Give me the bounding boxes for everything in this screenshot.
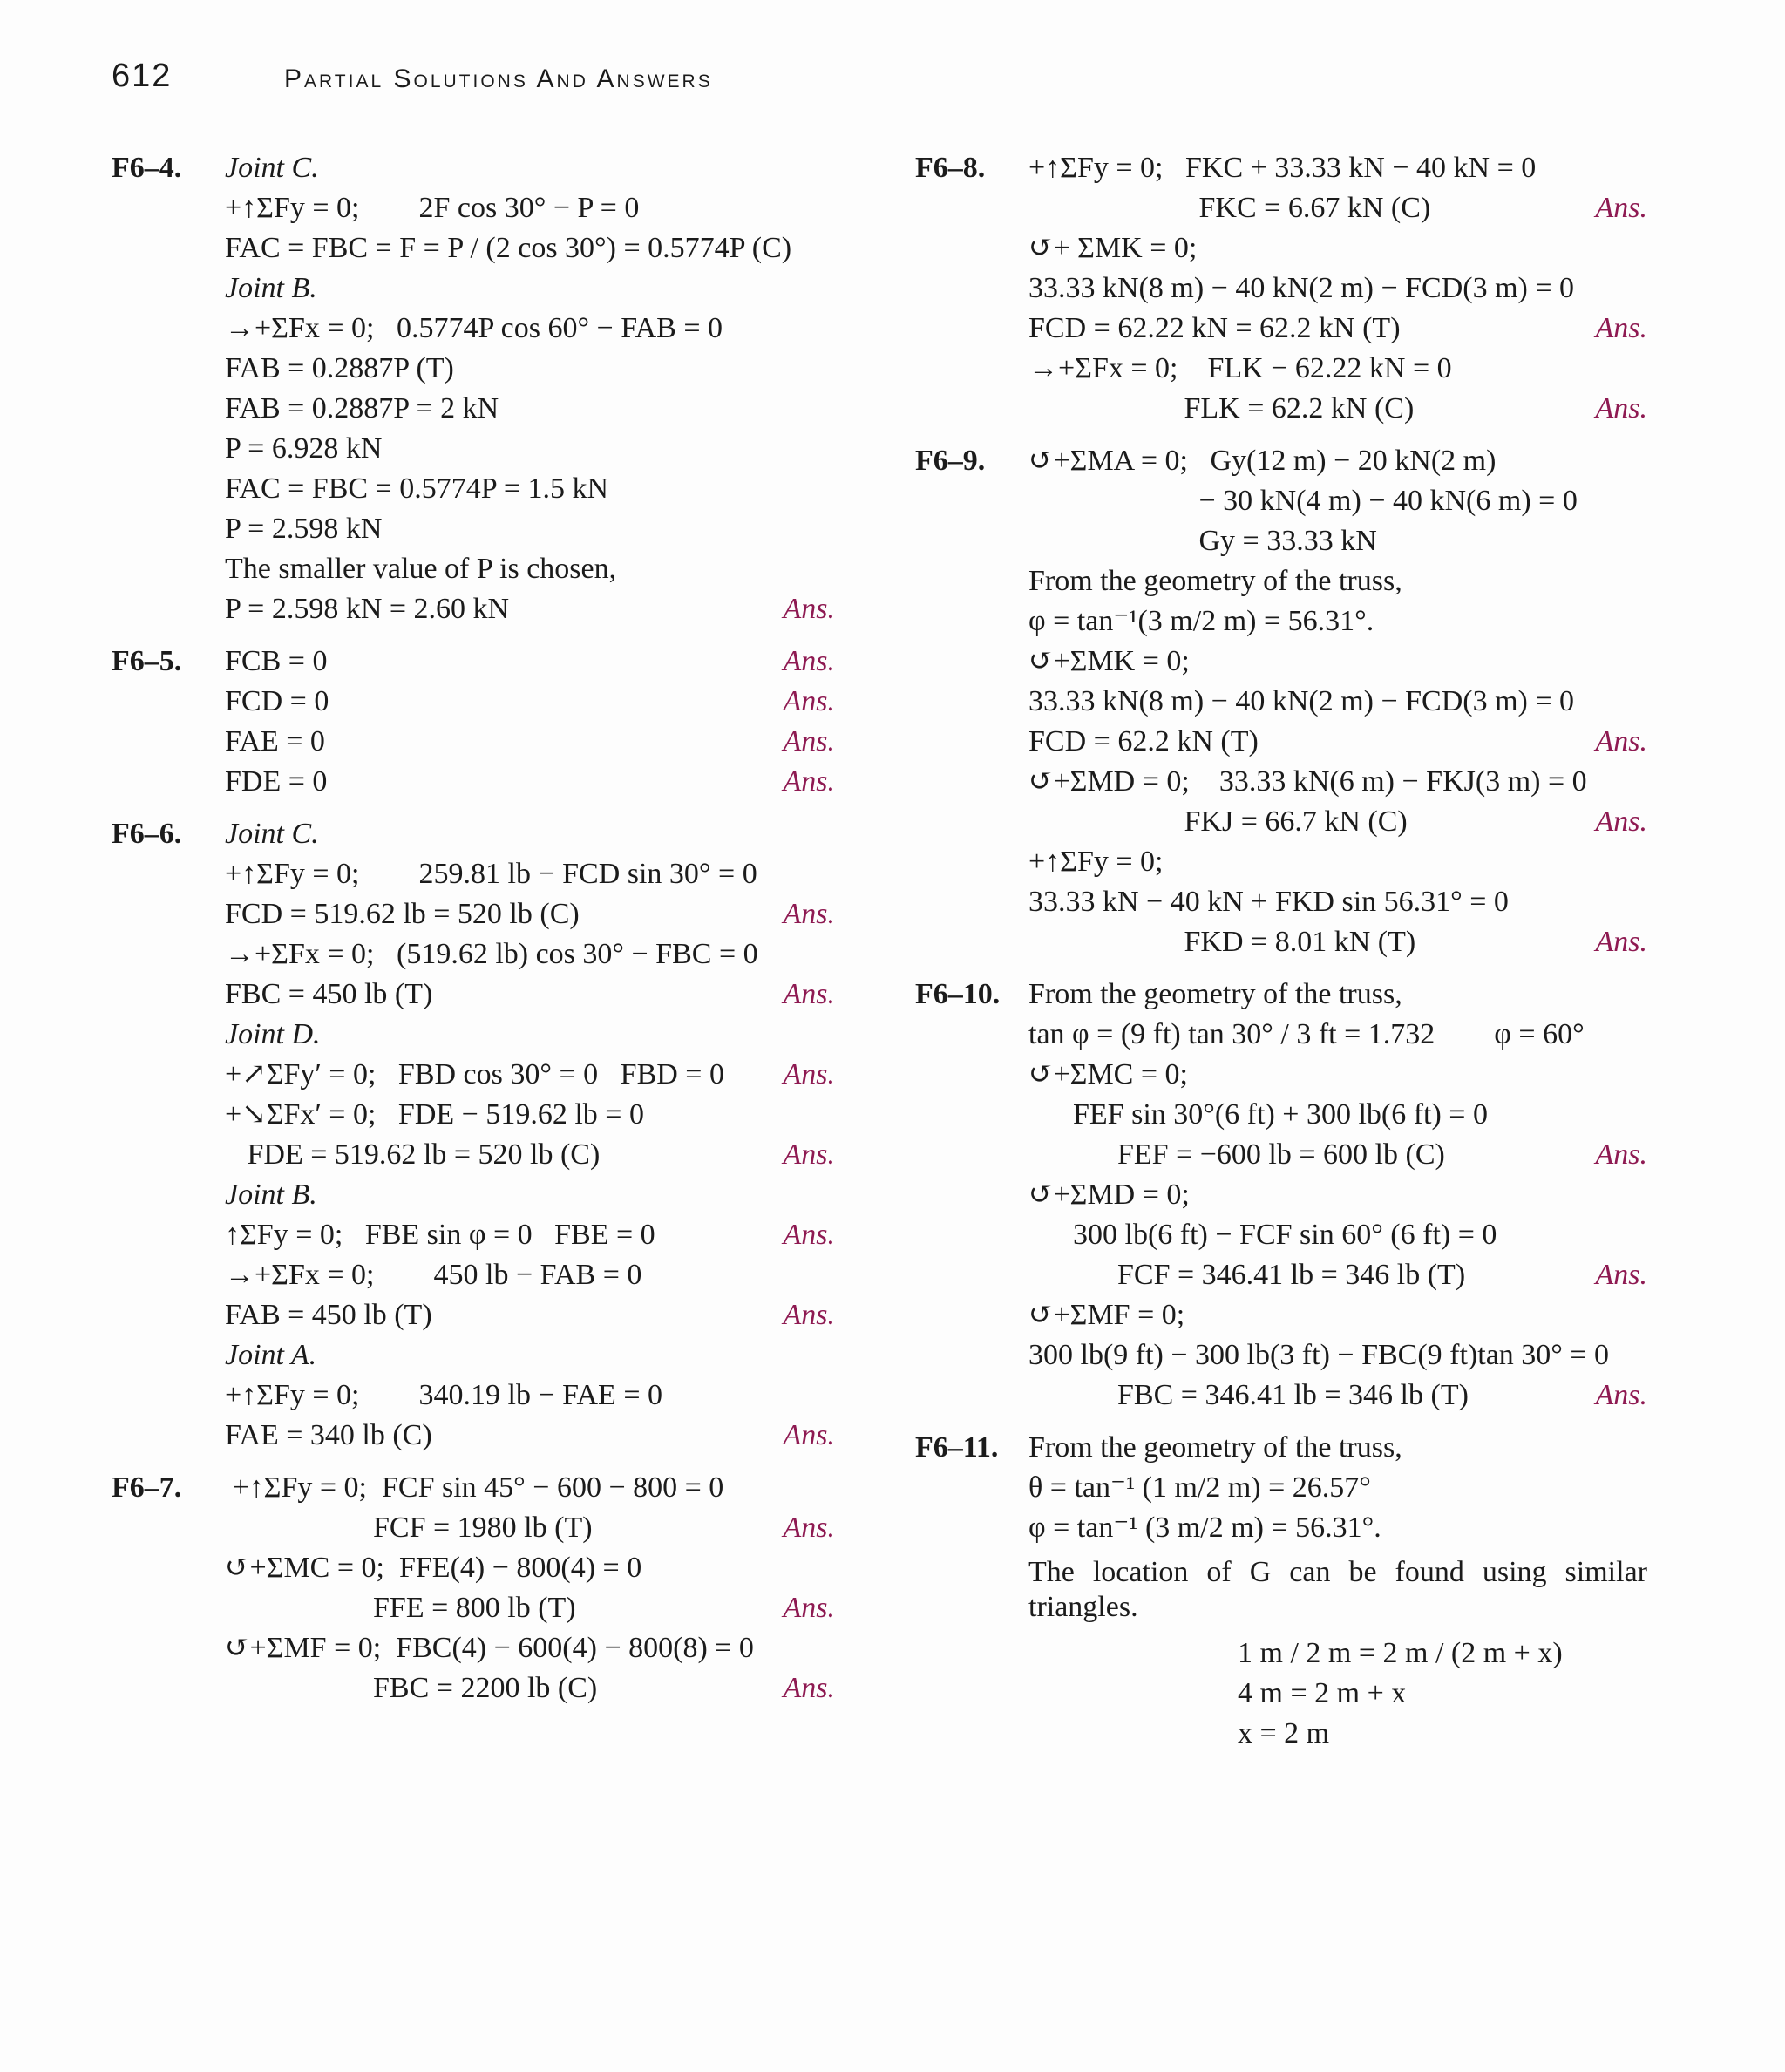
solution-lines xyxy=(1028,441,1647,962)
equation-text: tan φ = (9 ft) tan 30° / 3 ft = 1.732 φ = 60° xyxy=(1028,1018,1585,1050)
equation-line xyxy=(225,1135,835,1175)
equation-line xyxy=(1028,188,1647,228)
equation-line xyxy=(225,1508,835,1548)
problem-id: F6–9. xyxy=(915,445,986,477)
equation-text: Joint D. xyxy=(225,1018,321,1050)
equation-text: ↺+ΣMA = 0; Gy(12 m) − 20 kN(2 m) xyxy=(1028,445,1497,477)
problem-block xyxy=(112,814,835,1456)
equation-line xyxy=(225,1175,835,1215)
equation-text: FCF = 1980 lb (T) xyxy=(225,1512,593,1544)
equation-text: Gy = 33.33 kN xyxy=(1028,525,1377,557)
equation-line xyxy=(225,509,835,549)
equation-line xyxy=(1028,1135,1647,1175)
problem-block xyxy=(915,975,1647,1416)
equation-text: FAB = 0.2887P = 2 kN xyxy=(225,392,499,425)
equation-line xyxy=(1028,1295,1647,1335)
equation-line xyxy=(1028,722,1647,762)
explanation-paragraph: The location of G can be found using similar triangles. xyxy=(1028,1556,1647,1623)
answer-marker: Ans. xyxy=(1595,312,1647,344)
equation-line xyxy=(1028,561,1647,601)
equation-line xyxy=(1028,1055,1647,1095)
equation-line xyxy=(1028,309,1647,349)
solution-lines xyxy=(1028,148,1647,429)
equation-text: ↑ΣFy = 0; FBE sin φ = 0 FBE = 0 xyxy=(225,1219,655,1251)
equation-text: →+ΣFx = 0; (519.62 lb) cos 30° − FBC = 0 xyxy=(225,938,758,970)
problem-block xyxy=(915,1428,1647,1754)
equation-line xyxy=(225,1468,835,1508)
equation-line xyxy=(225,762,835,802)
equation-line xyxy=(1028,1428,1647,1468)
equation-line xyxy=(1028,228,1647,268)
equation-line xyxy=(225,1295,835,1335)
equation-line xyxy=(1028,481,1647,521)
equation-text: FAC = FBC = 0.5774P = 1.5 kN xyxy=(225,472,609,505)
equation-line xyxy=(225,429,835,469)
equation-text: φ = tan⁻¹ (3 m/2 m) = 56.31°. xyxy=(1028,1512,1381,1544)
equation-line xyxy=(225,1215,835,1255)
equation-line xyxy=(225,814,835,854)
equation-line xyxy=(225,722,835,762)
problem-block xyxy=(915,148,1647,429)
equation-line xyxy=(225,894,835,934)
equation-text: +↑ΣFy = 0; 340.19 lb − FAE = 0 xyxy=(225,1379,662,1411)
equation-text: 33.33 kN(8 m) − 40 kN(2 m) − FCD(3 m) = 0 xyxy=(1028,272,1575,304)
equation-line xyxy=(225,1015,835,1055)
equation-text: ↺+ ΣMK = 0; xyxy=(1028,232,1198,264)
equation-line xyxy=(1028,1508,1647,1548)
equation-text: FAE = 0 xyxy=(225,725,325,757)
answer-marker: Ans. xyxy=(783,685,835,717)
equation-text: Joint B. xyxy=(225,1179,317,1211)
equation-line xyxy=(225,1376,835,1416)
equation-text: FKD = 8.01 kN (T) xyxy=(1028,926,1416,958)
equation-text: ↺+ΣMF = 0; xyxy=(1028,1299,1185,1331)
equation-line xyxy=(225,549,835,589)
equation-text: FEF = −600 lb = 600 lb (C) xyxy=(1028,1138,1445,1171)
equation-text: Joint B. xyxy=(225,272,317,304)
answer-marker: Ans. xyxy=(1595,926,1647,958)
equation-text: ↺+ΣMK = 0; xyxy=(1028,645,1190,677)
equation-text: From the geometry of the truss, xyxy=(1028,565,1402,597)
equation-line xyxy=(1028,1015,1647,1055)
equation-line xyxy=(225,589,835,629)
equation-line xyxy=(1028,1255,1647,1295)
problem-block xyxy=(112,642,835,802)
equation-text: FCD = 62.22 kN = 62.2 kN (T) xyxy=(1028,312,1401,344)
equation-text: ↺+ΣMC = 0; FFE(4) − 800(4) = 0 xyxy=(225,1552,642,1584)
equation-line xyxy=(1028,922,1647,962)
equation-line xyxy=(225,1095,835,1135)
equation-line xyxy=(1028,642,1647,682)
equation-text: FFE = 800 lb (T) xyxy=(225,1592,576,1624)
equation-line xyxy=(1028,802,1647,842)
equation-line xyxy=(225,1668,835,1709)
equation-text: FCF = 346.41 lb = 346 lb (T) xyxy=(1028,1259,1466,1291)
equation-text: FDE = 519.62 lb = 520 lb (C) xyxy=(225,1138,601,1171)
equation-line xyxy=(225,188,835,228)
solution-lines xyxy=(1028,1428,1647,1754)
answer-marker: Ans. xyxy=(1595,192,1647,224)
equation-text: FCD = 62.2 kN (T) xyxy=(1028,725,1259,757)
equation-line xyxy=(225,642,835,682)
equation-text: ↺+ΣMF = 0; FBC(4) − 600(4) − 800(8) = 0 xyxy=(225,1632,754,1664)
problem-id: F6–6. xyxy=(112,818,182,850)
equation-text: 33.33 kN(8 m) − 40 kN(2 m) − FCD(3 m) = 0 xyxy=(1028,685,1575,717)
answer-marker: Ans. xyxy=(783,978,835,1010)
equation-line xyxy=(225,1588,835,1628)
equation-line xyxy=(1028,975,1647,1015)
equation-line xyxy=(1028,389,1647,429)
equation-text: P = 2.598 kN = 2.60 kN xyxy=(225,593,510,625)
equation-text: − 30 kN(4 m) − 40 kN(6 m) = 0 xyxy=(1028,485,1578,517)
equation-text: +↑ΣFy = 0; FKC + 33.33 kN − 40 kN = 0 xyxy=(1028,152,1537,184)
equation-line xyxy=(1028,1215,1647,1255)
equation-line xyxy=(225,934,835,975)
equation-text: FBC = 2200 lb (C) xyxy=(225,1672,598,1704)
equation-line xyxy=(1028,349,1647,389)
answer-marker: Ans. xyxy=(1595,805,1647,838)
equation-line xyxy=(225,1548,835,1588)
running-head: Partial Solutions And Answers xyxy=(284,65,713,93)
equation-text: FKC = 6.67 kN (C) xyxy=(1028,192,1431,224)
answer-marker: Ans. xyxy=(783,1138,835,1171)
equation-line xyxy=(1028,441,1647,481)
equation-line xyxy=(225,1335,835,1376)
equation-text: FKJ = 66.7 kN (C) xyxy=(1028,805,1408,838)
answer-marker: Ans. xyxy=(783,1058,835,1090)
equation-text: +↑ΣFy = 0; 2F cos 30° − P = 0 xyxy=(225,192,640,224)
equation-text: Joint A. xyxy=(225,1339,317,1371)
equation-text: ↺+ΣMD = 0; 33.33 kN(6 m) − FKJ(3 m) = 0 xyxy=(1028,765,1587,798)
equation-line xyxy=(1028,842,1647,882)
equation-text: +↑ΣFy = 0; 259.81 lb − FCD sin 30° = 0 xyxy=(225,858,757,890)
problem-id: F6–10. xyxy=(915,978,1001,1010)
equation-line xyxy=(1028,1376,1647,1416)
equation-text: From the geometry of the truss, xyxy=(1028,978,1402,1010)
equation-text: φ = tan⁻¹(3 m/2 m) = 56.31°. xyxy=(1028,605,1374,637)
triangle-equation: 1 m / 2 m = 2 m / (2 m + x) xyxy=(1238,1637,1563,1669)
equation-text: ↺+ΣMD = 0; xyxy=(1028,1179,1190,1211)
equation-text: FCD = 0 xyxy=(225,685,329,717)
right-column xyxy=(915,148,1647,1766)
problem-id: F6–5. xyxy=(112,645,182,677)
equation-line xyxy=(1028,1335,1647,1376)
answer-marker: Ans. xyxy=(1595,1379,1647,1411)
equation-line xyxy=(1028,682,1647,722)
equation-line xyxy=(225,389,835,429)
answer-marker: Ans. xyxy=(783,765,835,798)
triangle-equation: x = 2 m xyxy=(1238,1717,1330,1749)
left-column xyxy=(112,148,835,1721)
problem-id: F6–11. xyxy=(915,1431,999,1464)
answer-marker: Ans. xyxy=(783,898,835,930)
equation-line xyxy=(225,1255,835,1295)
equation-line xyxy=(1028,521,1647,561)
equation-line xyxy=(225,349,835,389)
problem-block xyxy=(112,1468,835,1709)
equation-line xyxy=(1028,268,1647,309)
equation-text: →+ΣFx = 0; 0.5774P cos 60° − FAB = 0 xyxy=(225,312,723,344)
equation-line xyxy=(225,268,835,309)
answer-marker: Ans. xyxy=(1595,725,1647,757)
equation-text: P = 2.598 kN xyxy=(225,513,383,545)
equation-line xyxy=(1028,148,1647,188)
problem-id: F6–7. xyxy=(112,1471,182,1504)
problem-id: F6–8. xyxy=(915,152,986,184)
answer-marker: Ans. xyxy=(783,725,835,757)
equation-text: The smaller value of P is chosen, xyxy=(225,553,617,585)
equation-text: FDE = 0 xyxy=(225,765,328,798)
answer-marker: Ans. xyxy=(783,1592,835,1624)
equation-line xyxy=(1028,601,1647,642)
equation-text: Joint C. xyxy=(225,818,319,850)
equation-text: 300 lb(9 ft) − 300 lb(3 ft) − FBC(9 ft)tan 30° = 0 xyxy=(1028,1339,1610,1371)
answer-marker: Ans. xyxy=(783,1672,835,1704)
equation-line xyxy=(1028,762,1647,802)
equation-text: P = 6.928 kN xyxy=(225,432,383,465)
answer-marker: Ans. xyxy=(783,1512,835,1544)
equation-text: ↺+ΣMC = 0; xyxy=(1028,1058,1188,1090)
equation-line xyxy=(225,148,835,188)
equation-text: +↑ΣFy = 0; FCF sin 45° − 600 − 800 = 0 xyxy=(225,1471,724,1504)
triangle-equation: 4 m = 2 m + x xyxy=(1238,1677,1407,1709)
problem-block xyxy=(915,441,1647,962)
equation-line xyxy=(225,1416,835,1456)
equation-line xyxy=(1028,1468,1647,1508)
answer-marker: Ans. xyxy=(1595,392,1647,425)
solution-lines xyxy=(225,642,835,802)
problem-id: F6–4. xyxy=(112,152,182,184)
equation-line xyxy=(225,682,835,722)
solution-lines xyxy=(225,814,835,1456)
equation-line xyxy=(225,1055,835,1095)
answer-marker: Ans. xyxy=(783,1299,835,1331)
equation-text: FEF sin 30°(6 ft) + 300 lb(6 ft) = 0 xyxy=(1028,1098,1488,1131)
equation-text: FAE = 340 lb (C) xyxy=(225,1419,432,1451)
equation-text: +↗ΣFy′ = 0; FBD cos 30° = 0 FBD = 0 xyxy=(225,1058,724,1090)
solution-lines xyxy=(225,1468,835,1709)
similar-triangles-equations xyxy=(1238,1634,1647,1754)
equation-line xyxy=(225,1628,835,1668)
equation-line xyxy=(225,975,835,1015)
equation-text: FCD = 519.62 lb = 520 lb (C) xyxy=(225,898,580,930)
problem-block xyxy=(112,148,835,629)
equation-line xyxy=(1028,1175,1647,1215)
answer-marker: Ans. xyxy=(783,1419,835,1451)
page-number: 612 xyxy=(112,58,173,94)
answer-marker: Ans. xyxy=(1595,1138,1647,1171)
equation-text: From the geometry of the truss, xyxy=(1028,1431,1402,1464)
answer-marker: Ans. xyxy=(783,645,835,677)
equation-text: FBC = 346.41 lb = 346 lb (T) xyxy=(1028,1379,1469,1411)
equation-line xyxy=(1028,1095,1647,1135)
equation-line xyxy=(225,469,835,509)
equation-text: 33.33 kN − 40 kN + FKD sin 56.31° = 0 xyxy=(1028,886,1509,918)
solution-lines xyxy=(1028,975,1647,1416)
equation-line xyxy=(1028,882,1647,922)
equation-line xyxy=(225,309,835,349)
answer-marker: Ans. xyxy=(783,1219,835,1251)
equation-text: FBC = 450 lb (T) xyxy=(225,978,433,1010)
equation-line xyxy=(225,854,835,894)
equation-text: FAB = 450 lb (T) xyxy=(225,1299,432,1331)
equation-text: θ = tan⁻¹ (1 m/2 m) = 26.57° xyxy=(1028,1471,1371,1504)
equation-text: 300 lb(6 ft) − FCF sin 60° (6 ft) = 0 xyxy=(1028,1219,1497,1251)
equation-text: FAC = FBC = F = P / (2 cos 30°) = 0.5774P (C) xyxy=(225,232,792,264)
equation-text: FCB = 0 xyxy=(225,645,328,677)
equation-text: FAB = 0.2887P (T) xyxy=(225,352,454,384)
equation-text: +↑ΣFy = 0; xyxy=(1028,846,1164,878)
equation-text: →+ΣFx = 0; 450 lb − FAB = 0 xyxy=(225,1259,642,1291)
solution-lines xyxy=(225,148,835,629)
equation-text: Joint C. xyxy=(225,152,319,184)
equation-line xyxy=(225,228,835,268)
equation-text: FLK = 62.2 kN (C) xyxy=(1028,392,1415,425)
answer-marker: Ans. xyxy=(1595,1259,1647,1291)
equation-text: →+ΣFx = 0; FLK − 62.22 kN = 0 xyxy=(1028,352,1452,384)
equation-text: +↘ΣFx′ = 0; FDE − 519.62 lb = 0 xyxy=(225,1098,644,1131)
answer-marker: Ans. xyxy=(783,593,835,625)
